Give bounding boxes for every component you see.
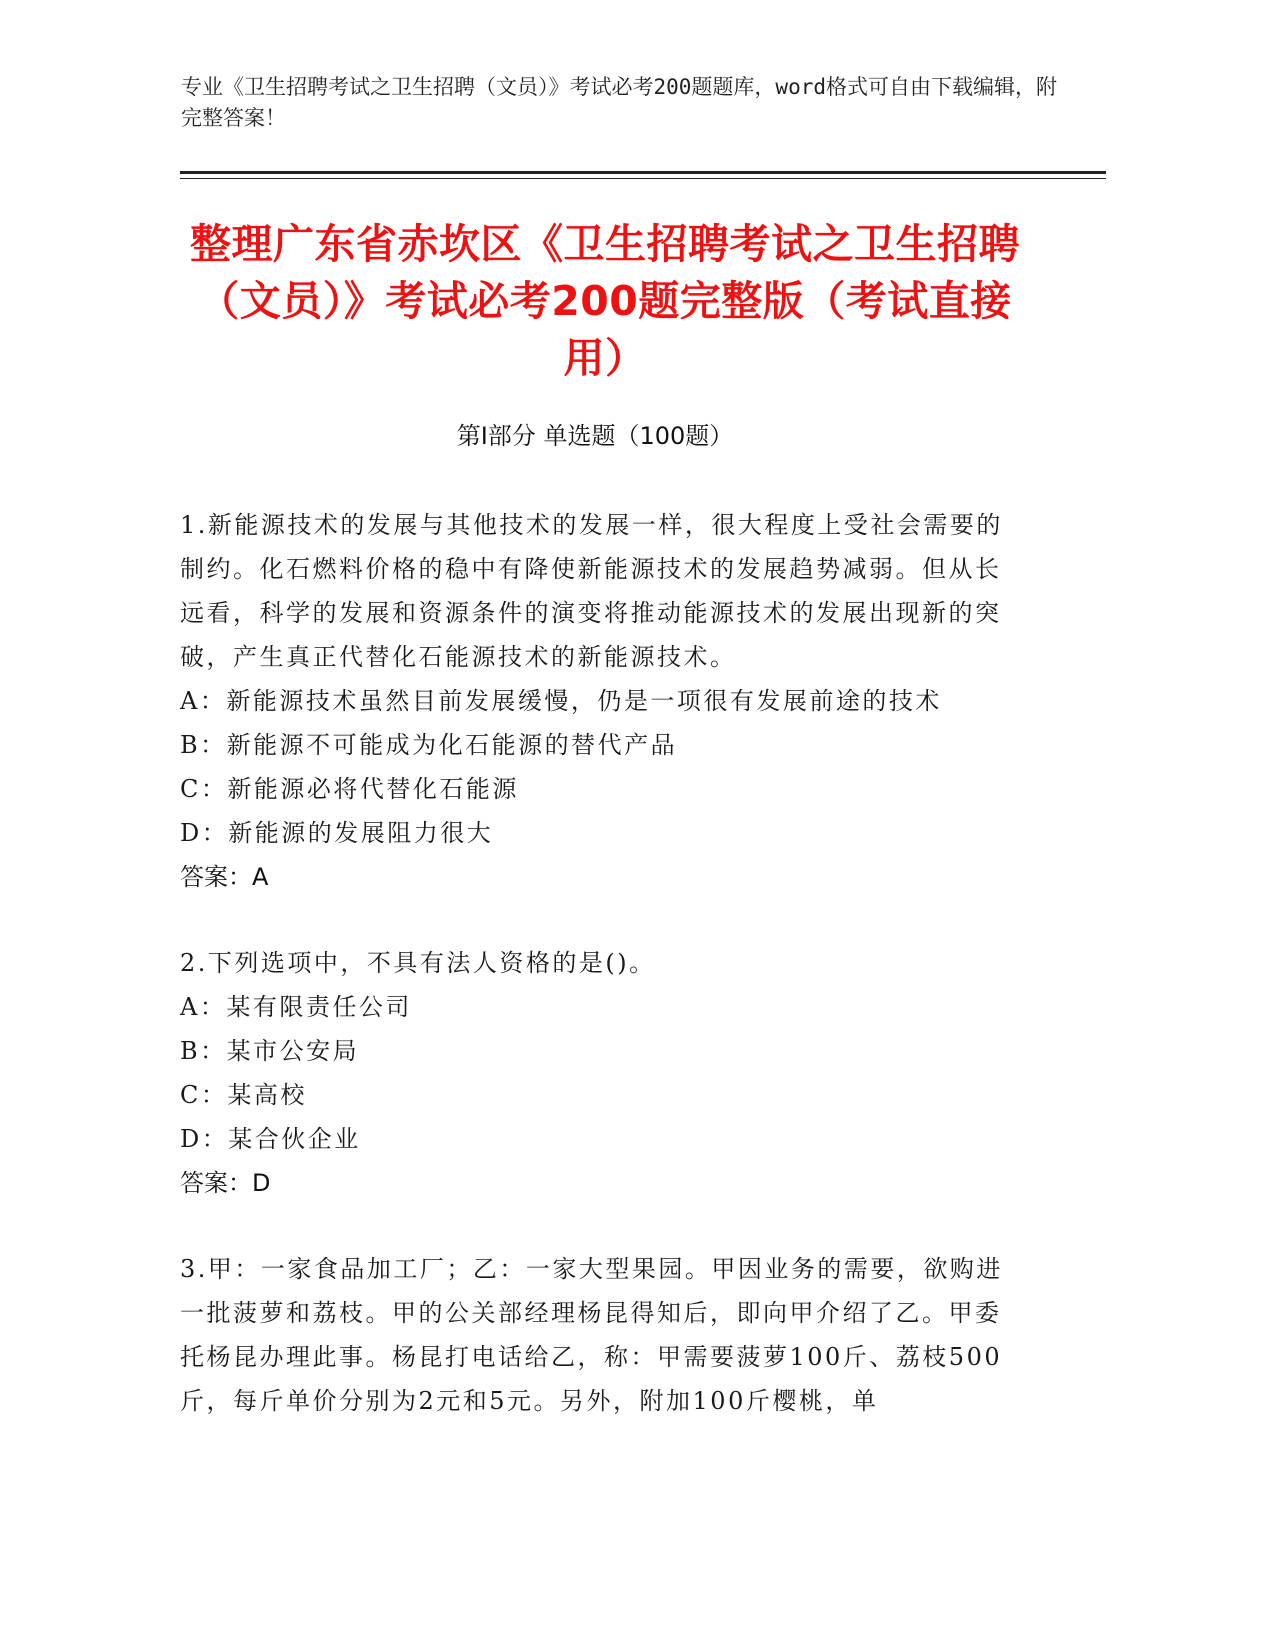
question-stem: 1.新能源技术的发展与其他技术的发展一样，很大程度上受社会需要的制约。化石燃料价格的稳中有降使新能源技术的发展趋势减弱。但从长远看，科学的发展和资源条件的演变将推动能源技术的发展出现新的突破，产生真正代替化石能源技术的新能源技术。 xyxy=(180,511,1003,671)
option-text: 某合伙企业 xyxy=(228,1125,361,1153)
question-2 xyxy=(180,941,1014,1205)
option-b xyxy=(180,723,1014,767)
question-list xyxy=(180,503,1014,1465)
option-a xyxy=(180,679,1014,723)
option-letter: A： xyxy=(180,687,227,715)
option-letter: C： xyxy=(180,1081,228,1109)
option-text: 新能源技术虽然目前发展缓慢，仍是一项很有发展前途的技术 xyxy=(226,687,942,715)
option-b xyxy=(180,1029,1014,1073)
option-text: 某市公安局 xyxy=(226,1037,360,1065)
option-a xyxy=(180,985,1014,1029)
option-letter: D： xyxy=(180,1125,229,1153)
option-d xyxy=(180,811,1014,855)
header-note: 专业《卫生招聘考试之卫生招聘（文员）》考试必考200题题库，word格式可自由下载编辑，附完整答案！ xyxy=(181,75,1057,130)
section-title: 第Ⅰ部分 单选题（100题） xyxy=(456,422,734,450)
option-letter: D： xyxy=(180,819,229,847)
option-c xyxy=(180,1073,1014,1117)
option-letter: B： xyxy=(180,731,227,759)
option-c xyxy=(180,767,1014,811)
header-rule-thin xyxy=(180,178,1106,179)
header-rule-thick xyxy=(180,171,1106,174)
option-text: 某有限责任公司 xyxy=(226,993,412,1021)
question-1 xyxy=(180,503,1014,899)
answer-line: 答案：A xyxy=(180,863,269,891)
answer-line: 答案：D xyxy=(180,1169,271,1197)
document-title: 整理广东省赤坎区《卫生招聘考试之卫生招聘（文员）》考试必考200题完整版（考试直接用） xyxy=(190,220,1020,382)
option-letter: A： xyxy=(180,993,227,1021)
option-letter: B： xyxy=(180,1037,227,1065)
question-stem: 2.下列选项中，不具有法人资格的是()。 xyxy=(180,949,656,977)
question-3 xyxy=(180,1247,1014,1423)
option-text: 新能源的发展阻力很大 xyxy=(228,819,494,847)
option-letter: C： xyxy=(180,775,228,803)
option-text: 某高校 xyxy=(227,1081,307,1109)
option-text: 新能源必将代替化石能源 xyxy=(227,775,519,803)
question-stem: 3.甲：一家食品加工厂；乙：一家大型果园。甲因业务的需要，欲购进一批菠萝和荔枝。甲的公关部经理杨昆得知后，即向甲介绍了乙。甲委托杨昆办理此事。杨昆打电话给乙，称：甲需要菠萝100斤、荔枝500斤，每斤单价分别为2元和5元。另外，附加100斤樱桃，单 xyxy=(180,1255,1003,1415)
option-text: 新能源不可能成为化石能源的替代产品 xyxy=(226,731,678,759)
option-d xyxy=(180,1117,1014,1161)
